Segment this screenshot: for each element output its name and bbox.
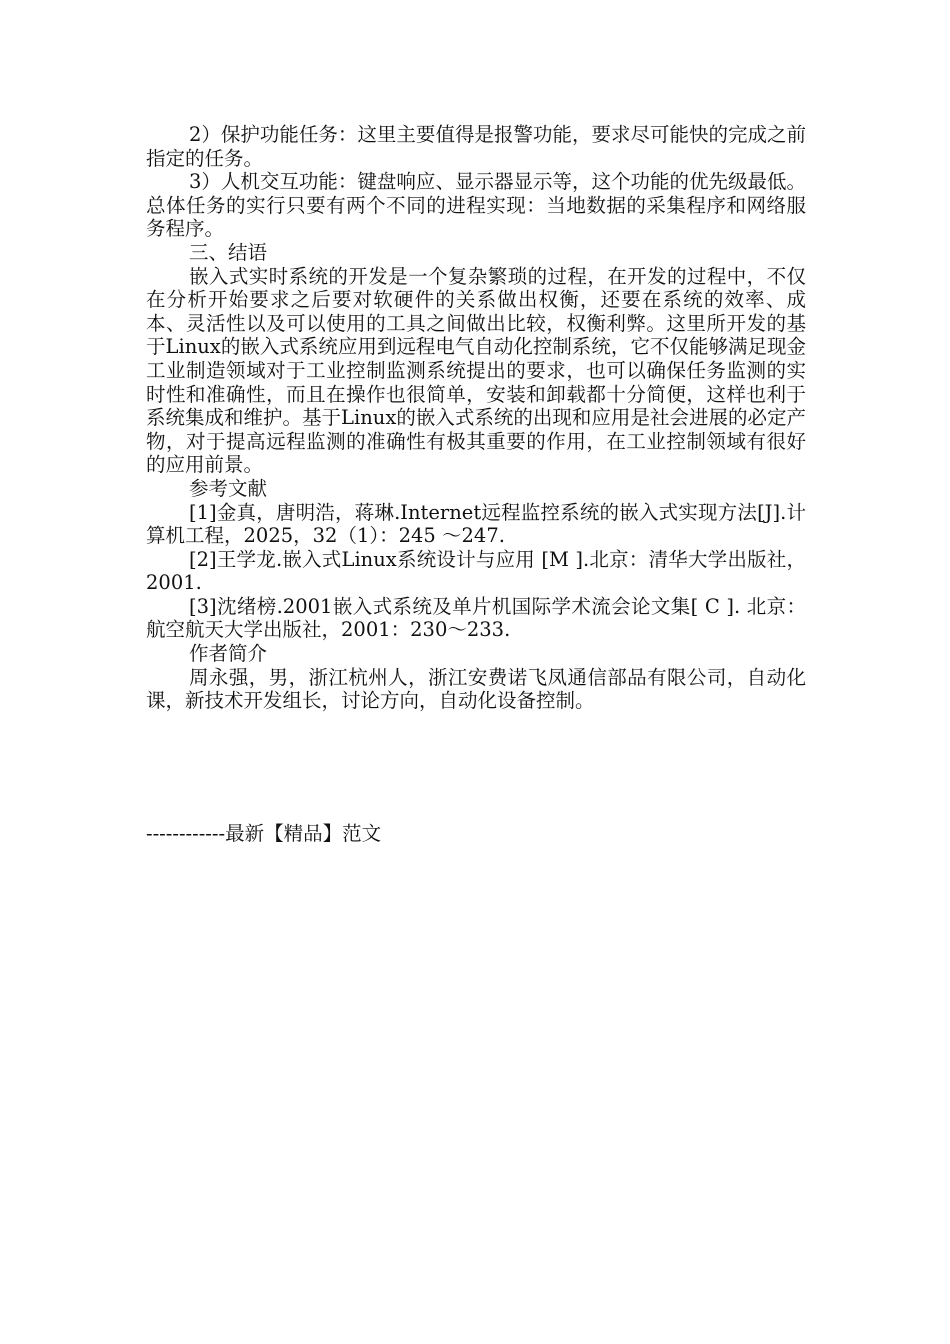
page-footer: ------------最新【精品】范文 xyxy=(146,822,382,845)
section-heading-conclusion: 三、结语 xyxy=(189,240,268,264)
reference-item-2: [2]王学龙.嵌入式Linux系统设计与应用 [M ].北京：清华大学出版社，2001. xyxy=(146,547,806,595)
reference-item-1: [1]金真，唐明浩，蒋琳.Internet远程监控系统的嵌入式实现方法[J].计算机工程，2025，32（1）：245 ～247. xyxy=(146,500,806,548)
paragraph-author-bio: 周永强，男，浙江杭州人，浙江安费诺飞凤通信部品有限公司，自动化课，新技术开发组长，讨论方向，自动化设备控制。 xyxy=(146,665,806,713)
paragraph-hmi-task: 3）人机交互功能：键盘响应、显示器显示等，这个功能的优先级最低。总体任务的实行只要有两个不同的进程实现：当地数据的采集程序和网络服务程序。 xyxy=(146,170,806,241)
paragraph-protection-task: 2）保护功能任务：这里主要值得是报警功能，要求尽可能快的完成之前指定的任务。 xyxy=(146,123,806,170)
section-heading-author: 作者简介 xyxy=(189,642,268,666)
document-body xyxy=(146,123,806,713)
paragraph-conclusion: 嵌入式实时系统的开发是一个复杂繁琐的过程，在开发的过程中，不仅在分析开始要求之后要对软硬件的关系做出权衡，还要在系统的效率、成本、灵活性以及可以使用的工具之间做出比较，权衡利弊。这里所开发的基于Linux的嵌入式系统应用到远程电气自动化控制系统，它不仅能够满足现金工业制造领域对于工业控制监测系统提出的要求，也可以确保任务监测的实时性和准确性，而且在操作也很简单，安装和卸载都十分简便，这样也利于系统集成和维护。基于Linux的嵌入式系统的出现和应用是社会进展的必定产物，对于提高远程监测的准确性有极其重要的作用，在工业控制领域有很好的应用前景。 xyxy=(146,264,806,477)
reference-item-3: [3]沈绪榜.2001嵌入式系统及单片机国际学术流会论文集[ C ]. 北京：航空航天大学出版社，2001：230～233. xyxy=(146,594,806,642)
section-heading-references: 参考文献 xyxy=(189,476,268,500)
